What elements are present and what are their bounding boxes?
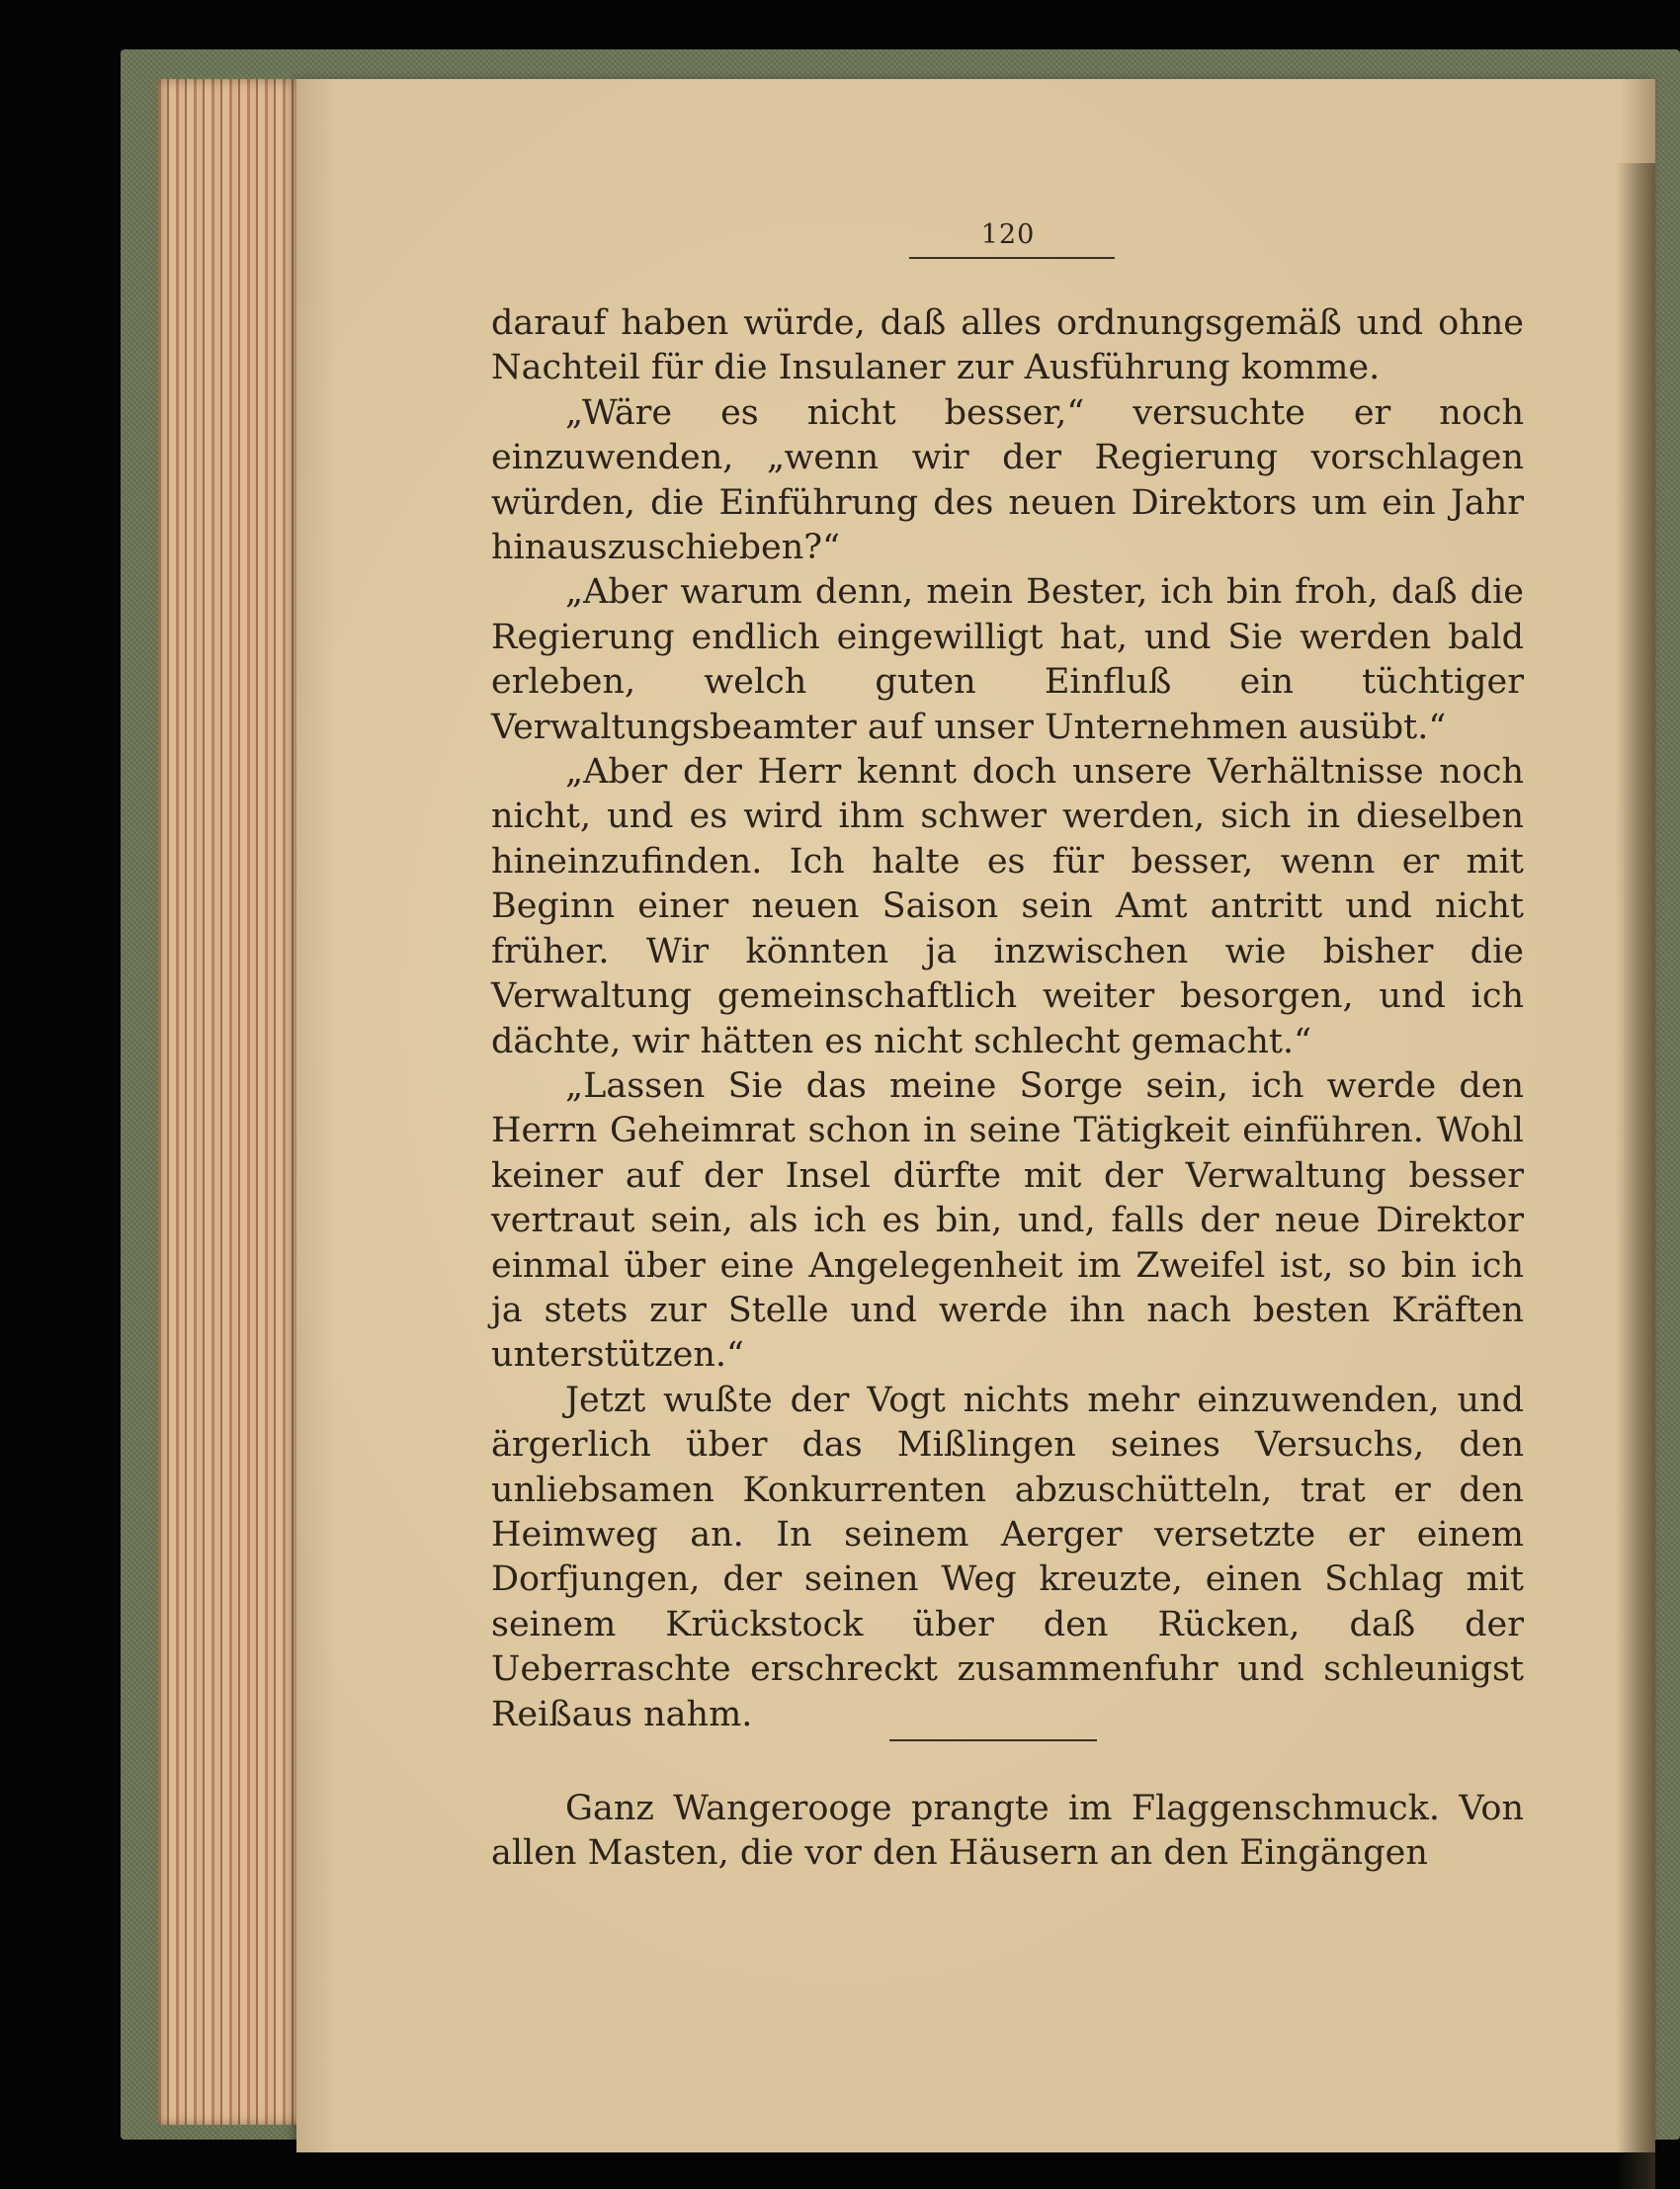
header-rule [909,257,1115,259]
paragraph: darauf haben würde, daß alles ordnungsgemäß und ohne Nachteil für die Insulaner zur Ausführung komme. [491,303,1524,388]
paragraph: Ganz Wangerooge prangte im Flaggenschmuck. Von allen Masten, die vor den Häusern an den Eingängen [491,1789,1524,1874]
paragraph: „Wäre es nicht besser,“ versuchte er noch einzuwenden, „wenn wir der Regierung vorschlagen würden, die Einführung des neuen Direktors um ein Jahr hinauszuschieben?“ [491,392,1524,568]
body-text [491,301,1524,1737]
page-number: 120 [980,219,1036,250]
page-shadow [1616,163,1655,2189]
new-section-text [491,1787,1524,1877]
page-edges [158,79,306,2125]
paragraph: Jetzt wußte der Vogt nichts mehr einzuwenden, und ärgerlich über das Mißlingen seines Versuchs, den unliebsamen Konkurrenten abzuschütteln, trat er den Heimweg an. In seinem Aerger versetzte er einem Dorfjungen, der seinen Weg kreuzte, einen Schlag mit seinem Krückstock über den Rücken, daß der Ueberraschte erschreckt zusammenfuhr und schleunigst Reißaus nahm. [491,1380,1524,1734]
paragraph: „Aber der Herr kennt doch unsere Verhältnisse noch nicht, und es wird ihm schwer werden, sich in dieselben hineinzufinden. Ich halte es für besser, wenn er mit Beginn einer neuen Saison sein Amt antritt und nicht früher. Wir könnten ja inzwischen wie bisher die Verwaltung gemeinschaftlich weiter besorgen, und ich dächte, wir hätten es nicht schlecht gemacht.“ [491,752,1524,1061]
section-divider [889,1739,1097,1741]
paragraph: „Aber warum denn, mein Bester, ich bin froh, daß die Regierung endlich eingewilligt hat, und Sie werden bald erleben, welch guten Einfluß ein tüchtiger Verwaltungsbeamter auf unser Unternehmen ausübt.“ [491,572,1524,747]
paragraph: „Lassen Sie das meine Sorge sein, ich werde den Herrn Geheimrat schon in seine Tätigkeit einführen. Wohl keiner auf der Insel dürfte mit der Verwaltung besser vertraut sein, als ich es bin, und, falls der neue Direktor einmal über eine Angelegenheit im Zweifel ist, so bin ich ja stets zur Stelle und werde ihn nach besten Kräften unterstützen.“ [491,1065,1524,1376]
